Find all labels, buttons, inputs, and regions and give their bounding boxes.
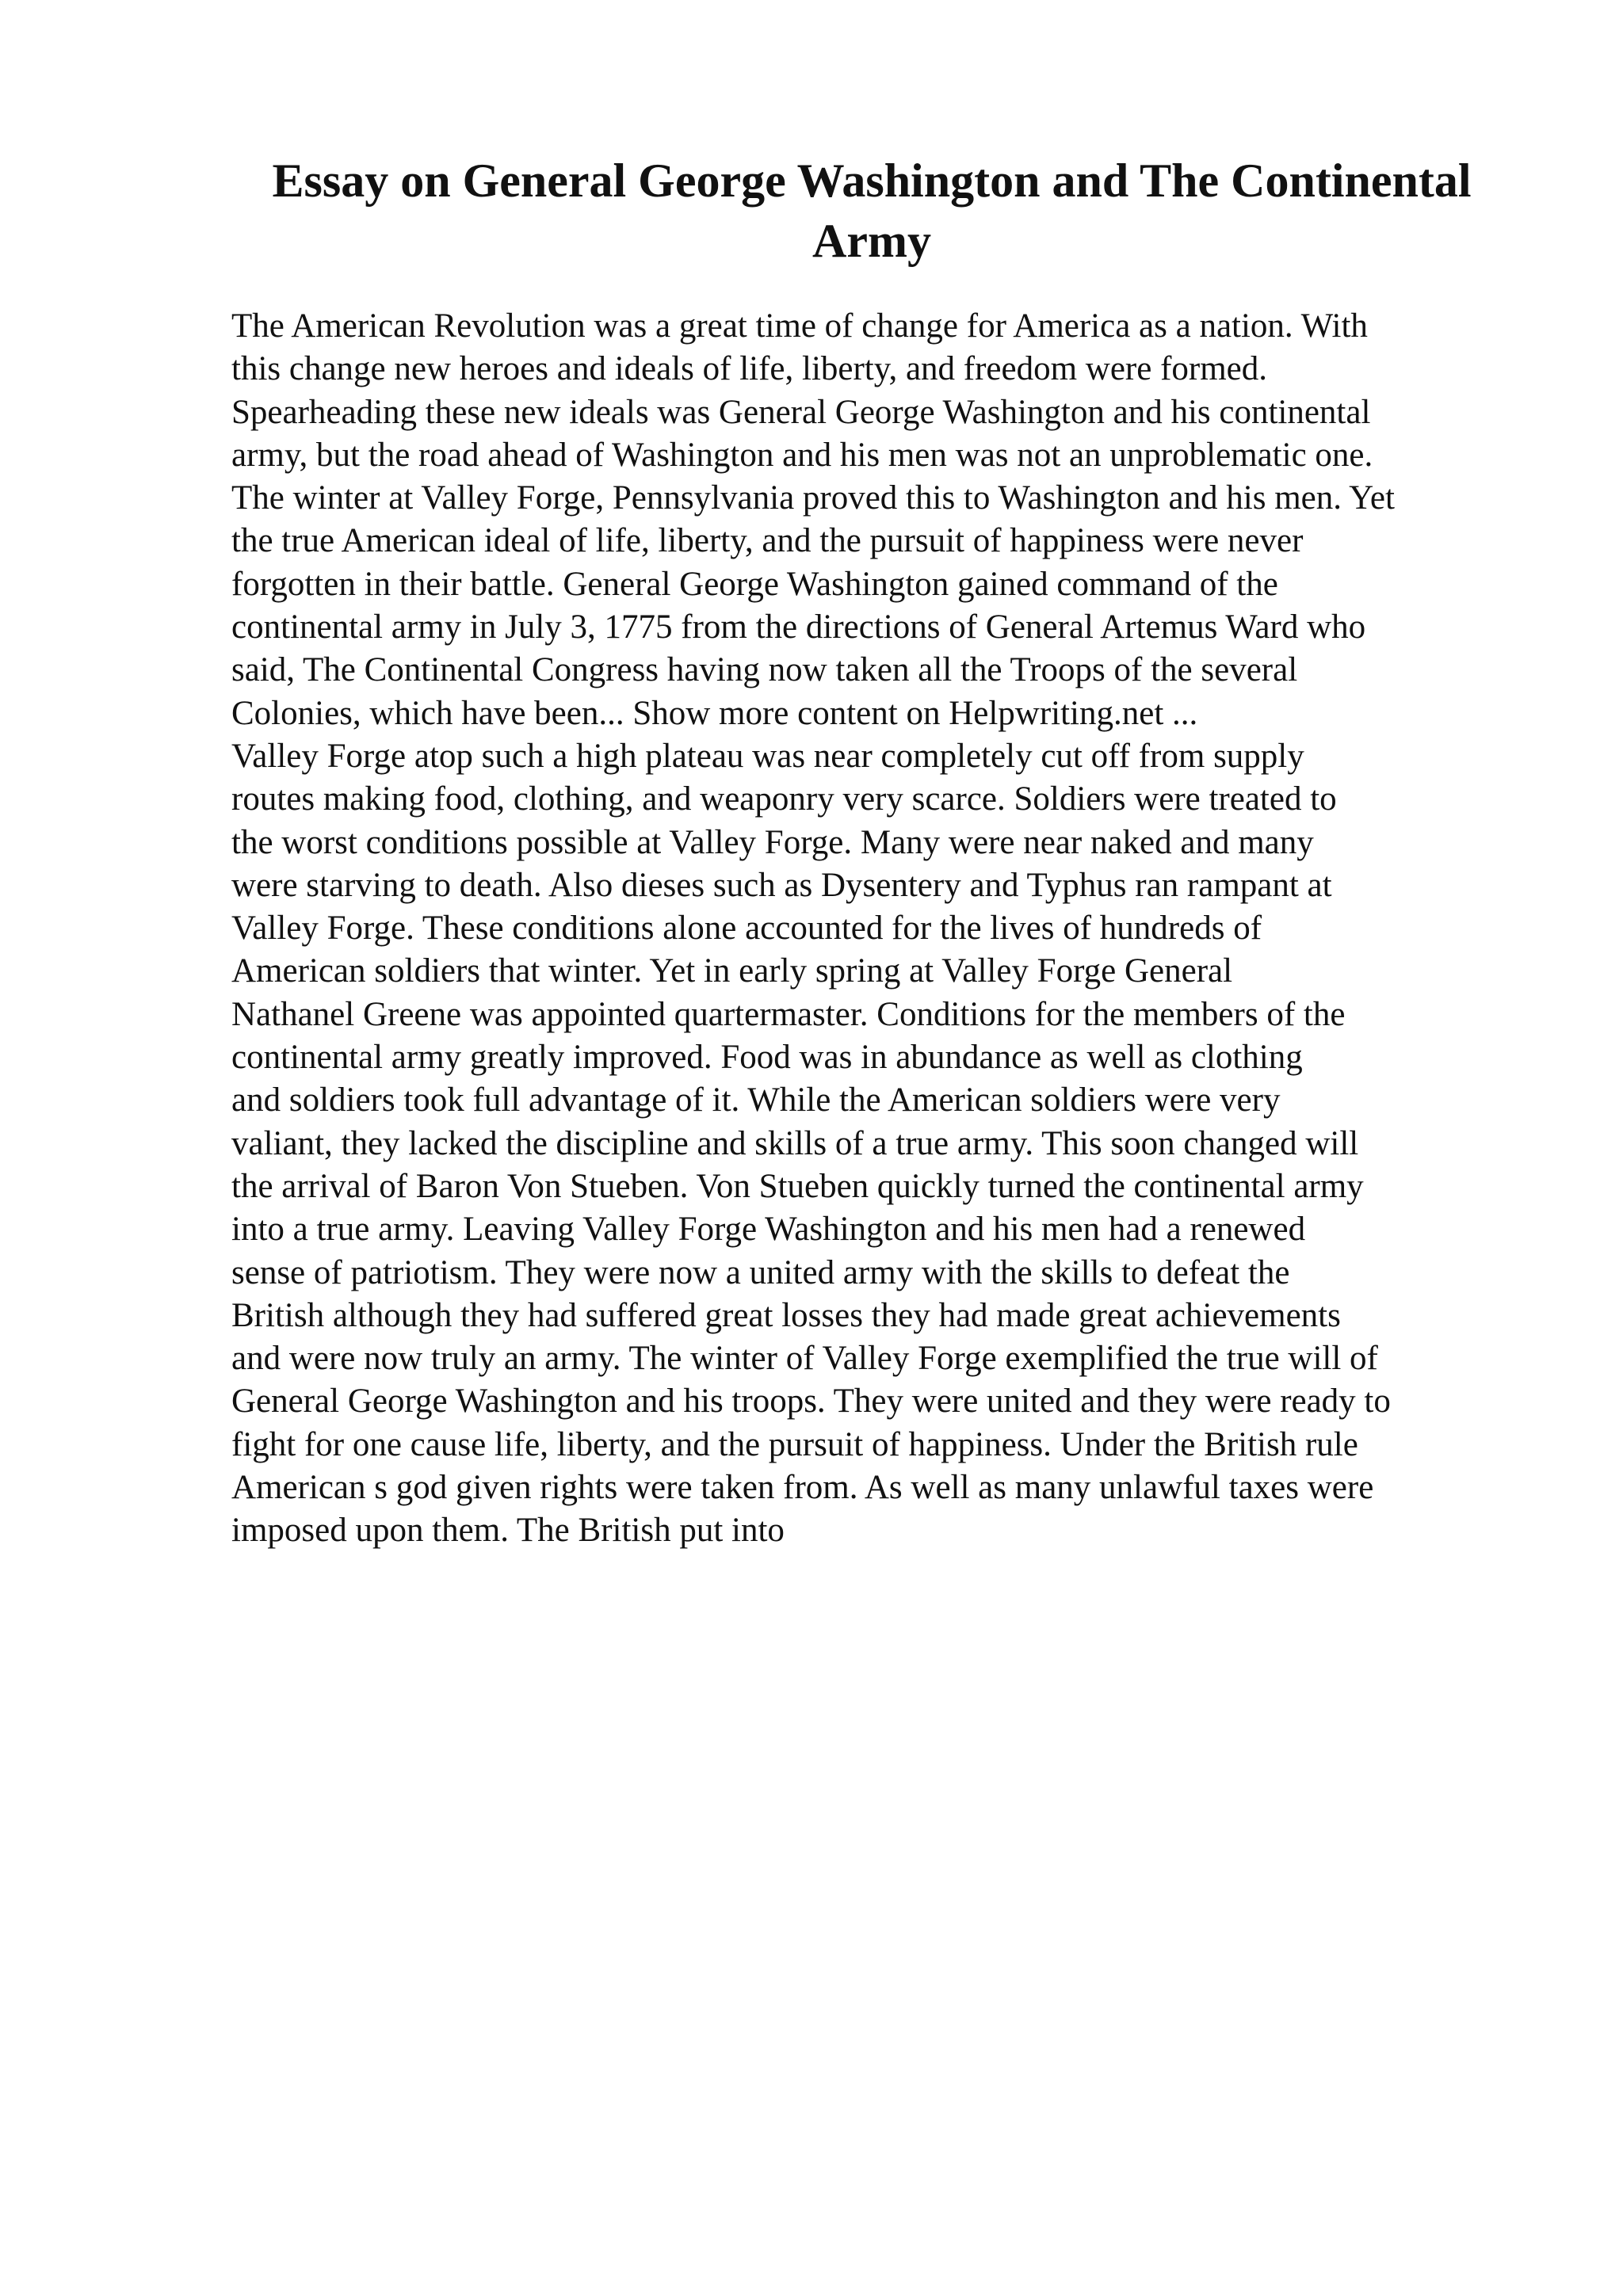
body-line: The winter at Valley Forge, Pennsylvania proved this to Washington and his men. Yet bbox=[231, 479, 1395, 517]
body-line: were starving to death. Also dieses such as Dysentery and Typhus ran rampant at bbox=[231, 866, 1332, 904]
body-line: General George Washington and his troops. They were united and they were ready to bbox=[231, 1383, 1391, 1421]
body-line: American s god given rights were taken from. As well as many unlawful taxes were bbox=[231, 1469, 1374, 1507]
body-line: the worst conditions possible at Valley Forge. Many were near naked and many bbox=[231, 823, 1314, 861]
body-line: continental army in July 3, 1775 from the directions of General Artemus Ward who bbox=[231, 608, 1366, 646]
body-line: Valley Forge. These conditions alone accounted for the lives of hundreds of bbox=[231, 910, 1262, 948]
body-line: The American Revolution was a great time of change for America as a nation. With bbox=[231, 307, 1368, 345]
body-line: Colonies, which have been... Show more content on Helpwriting.net ... bbox=[231, 694, 1198, 732]
body-line: the arrival of Baron Von Stueben. Von Stueben quickly turned the continental army bbox=[231, 1167, 1364, 1205]
body-line: said, The Continental Congress having now taken all the Troops of the several bbox=[231, 651, 1298, 689]
title-line: Army bbox=[812, 215, 931, 267]
body-line: Spearheading these new ideals was General George Washington and his continental bbox=[231, 393, 1371, 431]
body-line: this change new heroes and ideals of life, liberty, and freedom were formed. bbox=[231, 350, 1268, 388]
body-line: into a true army. Leaving Valley Forge Washington and his men had a renewed bbox=[231, 1211, 1306, 1249]
body-line: imposed upon them. The British put into bbox=[231, 1512, 785, 1550]
body-line: the true American ideal of life, liberty, and the pursuit of happiness were never bbox=[231, 522, 1304, 560]
body-line: Nathanel Greene was appointed quartermaster. Conditions for the members of the bbox=[231, 995, 1346, 1033]
title-line: Essay on General George Washington and The Continental bbox=[272, 154, 1472, 207]
body-line: and soldiers took full advantage of it. While the American soldiers were very bbox=[231, 1081, 1281, 1119]
document-title bbox=[222, 151, 1522, 271]
body-line: British although they had suffered great losses they had made great achievements bbox=[231, 1296, 1341, 1334]
body-line: valiant, they lacked the discipline and skills of a true army. This soon changed will bbox=[231, 1124, 1359, 1162]
body-line: routes making food, clothing, and weaponry very scarce. Soldiers were treated to bbox=[231, 780, 1337, 818]
body-line: American soldiers that winter. Yet in early spring at Valley Forge General bbox=[231, 952, 1233, 990]
body-line: fight for one cause life, liberty, and the pursuit of happiness. Under the British rule bbox=[231, 1425, 1358, 1463]
body-line: forgotten in their battle. General George Washington gained command of the bbox=[231, 565, 1278, 603]
body-line: continental army greatly improved. Food was in abundance as well as clothing bbox=[231, 1039, 1303, 1077]
body-line: sense of patriotism. They were now a united army with the skills to defeat the bbox=[231, 1253, 1290, 1291]
body-line: and were now truly an army. The winter of Valley Forge exemplified the true will of bbox=[231, 1340, 1378, 1378]
body-line: army, but the road ahead of Washington and his men was not an unproblematic one. bbox=[231, 436, 1373, 474]
essay-body bbox=[231, 305, 1579, 1553]
body-line: Valley Forge atop such a high plateau was near completely cut off from supply bbox=[231, 737, 1304, 775]
